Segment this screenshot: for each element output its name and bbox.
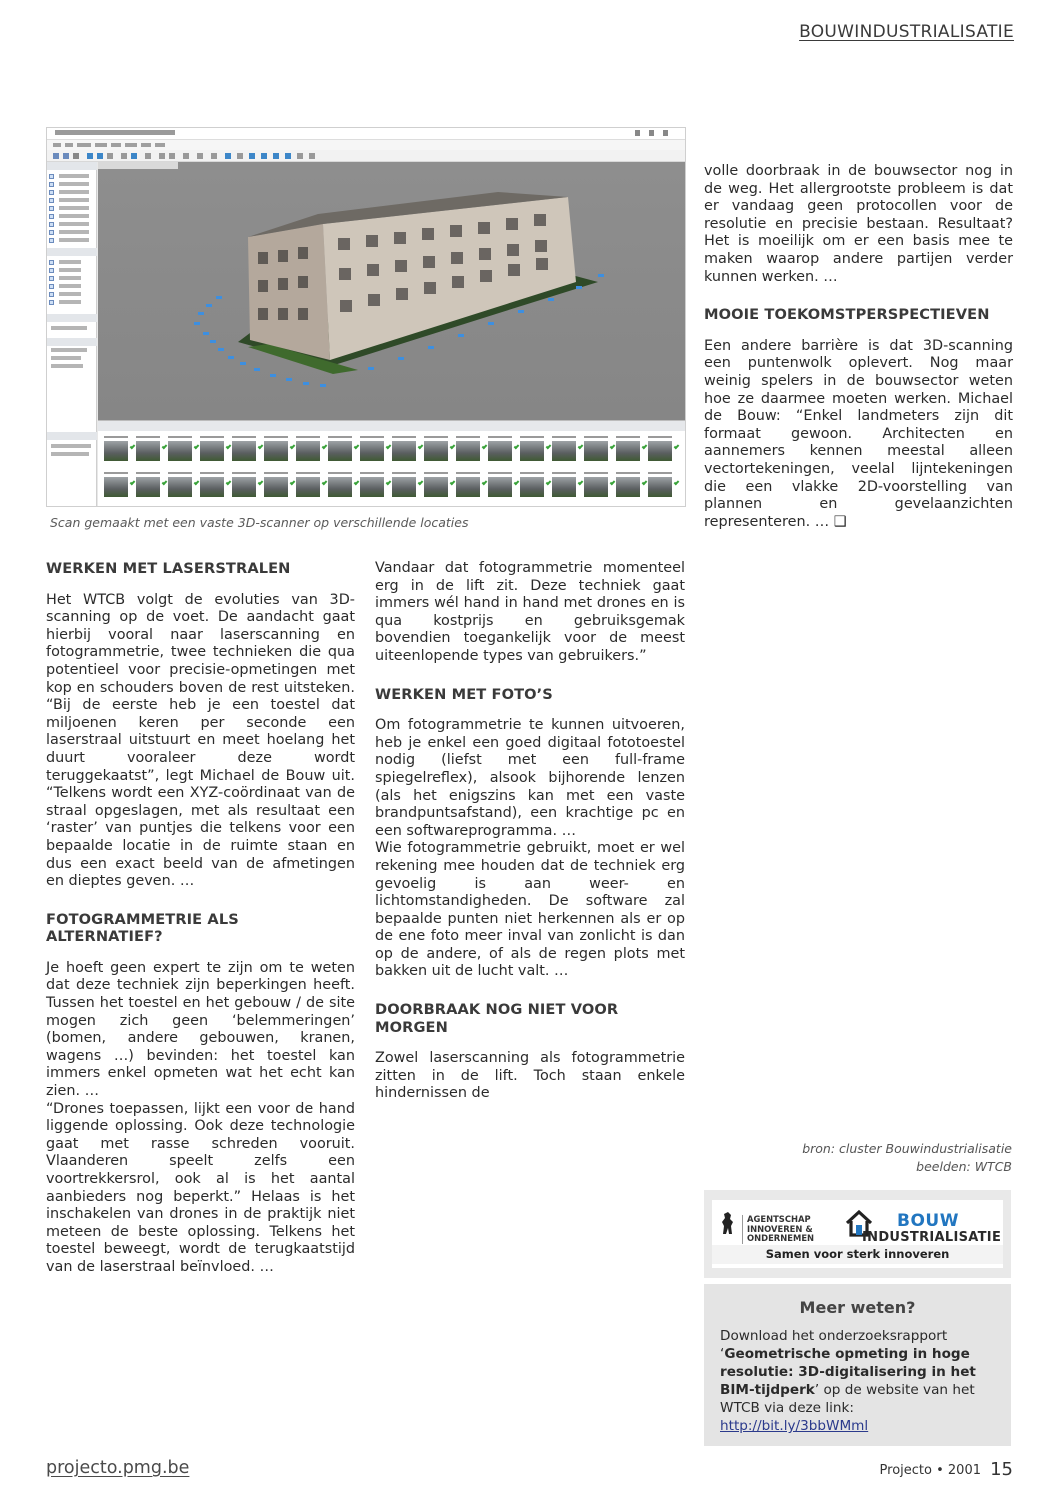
paragraph: Het WTCB volgt de evoluties van 3D-scanning op de voet. De aandacht gaat hierbij vooral naar laserscanning en fotogrammetrie, twee technieken die qua potentieel voor precisie-opmetingen met kop en schouders boven de rest uitsteken. “Bij de eerste heb je een toestel dat miljoenen keren per seconde een laserstraal uitstuurt en meet hoelang het duurt vooraleer deze wordt teruggekaatst”, legt Michael de Bouw uit. “Telkens wordt een XYZ-coördinaat van de straal opgeslagen, met als resultaat een ‘raster’ van puntjes die telkens voor een bepaalde locatie in de ruimte staan en dus een exact beeld van de afmetingen en dieptes geven. …	[46, 591, 355, 890]
check-icon	[130, 480, 136, 486]
info-text: Download het onderzoeksrapport ‘Geometrische opmeting in hoge resolutie: 3D-digitalisering in het BIM-tijdperk’ op de website van het WTCB via deze link: http://bit.ly/3bbWMml	[720, 1328, 976, 1434]
check-icon	[322, 444, 328, 450]
check-icon	[450, 444, 456, 450]
photo-thumbnail	[360, 441, 384, 461]
photo-thumbnail	[392, 477, 416, 497]
section-title: BOUWINDUSTRIALISATIE	[799, 22, 1014, 42]
end-square-icon: ❑	[833, 513, 847, 530]
agency-name: AGENTSCHAP INNOVEREN & ONDERNEMEN	[742, 1215, 814, 1244]
photo-thumbnail	[200, 477, 224, 497]
photo-thumbnail	[616, 477, 640, 497]
thumbnail-caption	[424, 436, 448, 438]
screenshot-titlebar	[47, 128, 685, 140]
photos-panel	[98, 420, 685, 506]
report-title: Geometrische opmeting in hoge resolutie: 3D-digitalisering in het BIM-tijdperk	[720, 1346, 976, 1398]
thumbnail-caption	[264, 436, 288, 438]
check-icon	[546, 480, 552, 486]
check-icon	[386, 480, 392, 486]
page-number: 15	[990, 1459, 1013, 1480]
thumbnail-caption	[104, 472, 128, 474]
images-credit-line: beelden: WTCB	[916, 1159, 1012, 1174]
thumbnail-caption	[552, 472, 576, 474]
photo-thumbnail	[616, 441, 640, 461]
check-icon	[450, 480, 456, 486]
more-info-box	[704, 1284, 1011, 1446]
report-link[interactable]: http://bit.ly/3bbWMml	[720, 1418, 869, 1434]
source-line: bron: cluster Bouwindustrialisatie	[802, 1141, 1012, 1156]
photo-thumbnail	[264, 441, 288, 461]
article-column-3	[704, 163, 1013, 531]
thumbnail-caption	[616, 436, 640, 438]
check-icon	[514, 480, 520, 486]
thumbnail-caption	[296, 436, 320, 438]
thumbnail-caption	[136, 436, 160, 438]
thumbnail-caption	[360, 472, 384, 474]
thumbnail-caption	[552, 436, 576, 438]
thumbnail-caption	[520, 436, 544, 438]
photo-thumbnail	[168, 441, 192, 461]
thumbnail-caption	[488, 472, 512, 474]
check-icon	[578, 444, 584, 450]
check-icon	[578, 480, 584, 486]
paragraph: “Drones toepassen, lijkt een voor de hand liggende oplossing. Ook deze technologie gaat met rasse schreden vooruit. Vlaanderen speelt zelfs een voortrekkersrol, ook al is het aantal aanbieders nog beperkt.” Helaas is het inschakelen van drones in de praktijk niet meteen de beste oplossing. Telkens het toestel beweegt, wordt de terugkaatstijd van de laserstraal beïnvloed. …	[46, 1100, 355, 1275]
check-icon	[610, 444, 616, 450]
photo-thumbnail	[136, 477, 160, 497]
photo-thumbnail	[232, 477, 256, 497]
thumbnail-caption	[456, 436, 480, 438]
photo-thumbnail	[104, 477, 128, 497]
check-icon	[226, 444, 232, 450]
website-link[interactable]: projecto.pmg.be	[46, 1458, 190, 1478]
photo-thumbnail	[584, 477, 608, 497]
partner-logo-banner	[704, 1190, 1011, 1278]
thumbnail-caption	[104, 436, 128, 438]
photo-thumbnail	[200, 441, 224, 461]
photo-thumbnail	[584, 441, 608, 461]
article-column-1	[46, 560, 355, 1277]
thumbnail-caption	[168, 472, 192, 474]
check-icon	[162, 444, 168, 450]
paragraph: Wie fotogrammetrie gebruikt, moet er wel rekening mee houden dat de techniek erg gevoelig is aan weer- en lichtomstandigheden. De software zal bepaalde punten niet herkennen als er op de ene foto meer inval van zonlicht is dan op de andere, of als de regen plots met bakken uit de lucht valt. …	[375, 840, 685, 980]
heading-mooie-toekomstperspectieven: MOOIE TOEKOMSTPERSPECTIEVEN	[704, 306, 990, 324]
photo-thumbnail	[424, 441, 448, 461]
paragraph: Zowel laserscanning als fotogrammetrie zitten in de lift. Toch staan enkele hindernissen de	[375, 1050, 685, 1102]
heading-werken-met-laserstralen: WERKEN MET LASERSTRALEN	[46, 560, 291, 577]
heading-fotogrammetrie-als-alternatief: FOTOGRAMMETRIE ALS ALTERNATIEF?	[46, 910, 239, 946]
thumbnail-caption	[296, 472, 320, 474]
photo-thumbnail	[296, 441, 320, 461]
photo-thumbnail	[488, 441, 512, 461]
thumbnail-caption	[488, 436, 512, 438]
thumbnail-caption	[584, 436, 608, 438]
check-icon	[418, 444, 424, 450]
brand-bouw: BOUW	[897, 1211, 959, 1231]
photo-thumbnail	[552, 441, 576, 461]
thumbnail-caption	[392, 472, 416, 474]
thumbnail-caption	[328, 436, 352, 438]
screenshot-tabs	[98, 162, 178, 169]
thumbnail-caption	[200, 472, 224, 474]
check-icon	[514, 444, 520, 450]
check-icon	[674, 444, 680, 450]
heading-doorbraak-nog-niet-voor-morgen: DOORBRAAK NOG NIET VOOR MORGEN	[375, 1001, 619, 1036]
check-icon	[258, 444, 264, 450]
check-icon	[194, 444, 200, 450]
check-icon	[354, 480, 360, 486]
thumbnail-caption	[648, 472, 672, 474]
photo-thumbnail	[424, 477, 448, 497]
check-icon	[482, 480, 488, 486]
thumbnail-caption	[584, 472, 608, 474]
photo-thumbnail	[456, 441, 480, 461]
thumbnail-caption	[232, 472, 256, 474]
thumbnail-caption	[136, 472, 160, 474]
check-icon	[418, 480, 424, 486]
thumbnail-caption	[232, 436, 256, 438]
thumbnail-caption	[648, 436, 672, 438]
thumbnail-caption	[616, 472, 640, 474]
photo-thumbnail	[392, 441, 416, 461]
check-icon	[482, 444, 488, 450]
photo-thumbnail	[232, 441, 256, 461]
photo-thumbnail	[168, 477, 192, 497]
software-screenshot-image	[46, 127, 686, 507]
check-icon	[546, 444, 552, 450]
photo-thumbnail	[264, 477, 288, 497]
photo-thumbnail	[296, 477, 320, 497]
paragraph	[704, 338, 1013, 532]
thumbnail-caption	[520, 472, 544, 474]
photo-thumbnail	[520, 441, 544, 461]
3d-model-viewport	[98, 162, 685, 420]
thumbnail-caption	[360, 436, 384, 438]
check-icon	[386, 444, 392, 450]
paragraph: Je hoeft geen expert te zijn om te weten dat deze techniek zijn beperkingen heeft. Tussen het toestel en het gebouw / de site mogen zich geen ‘belemmeringen’ (bomen, andere gebouwen, kranen, wagens …) bevinden: het toestel kan immers enkel opmeten wat het echt kan zien. …	[46, 959, 355, 1100]
issue-label: Projecto • 2001	[879, 1463, 981, 1478]
figure-caption: Scan gemaakt met een vaste 3D-scanner op verschillende locaties	[50, 515, 469, 530]
logo-panel	[712, 1200, 1003, 1268]
screenshot-toolbar	[47, 150, 685, 162]
check-icon	[290, 444, 296, 450]
thumbnail-caption	[200, 436, 224, 438]
photo-thumbnail	[648, 441, 672, 461]
screenshot-reference-panel	[47, 162, 97, 506]
check-icon	[322, 480, 328, 486]
check-icon	[642, 480, 648, 486]
photo-thumbnail	[552, 477, 576, 497]
check-icon	[290, 480, 296, 486]
source-credits	[802, 1140, 1012, 1176]
logo-slogan: Samen voor sterk innoveren	[712, 1245, 1003, 1264]
paragraph: Om fotogrammetrie te kunnen uitvoeren, heb je enkel een goed digitaal fototoestel nodig (liefst met een full-frame spiegelreflex), alsook bijhorende lenzen (als het enigszins kan met een vaste brandpuntsafstand), een krachtige pc en een softwareprogramma. …	[375, 717, 685, 839]
photo-thumbnail	[520, 477, 544, 497]
check-icon	[162, 480, 168, 486]
check-icon	[642, 444, 648, 450]
photo-thumbnail	[648, 477, 672, 497]
screenshot-menubar	[47, 140, 685, 150]
paragraph: volle doorbraak in de bouwsector nog in de weg. Het allergrootste probleem is dat er vandaag geen protocollen voor de resolutie en precisie bestaan. Resultaat? Het is moeilijk om er een basis mee te maken waarop andere partijen verder kunnen werken. …	[704, 163, 1013, 285]
check-icon	[674, 480, 680, 486]
photo-thumbnail	[104, 441, 128, 461]
check-icon	[354, 444, 360, 450]
thumbnail-caption	[392, 436, 416, 438]
info-title: Meer weten?	[799, 1298, 916, 1317]
paragraph-text: Een andere barrière is dat 3D-scanning een puntenwolk oplevert. Nog maar weinig spelers in de bouwsector weten hoe ze daarmee moeten werken. Michael de Bouw: “Enkel landmeters zijn dit formaat gewoon. Architecten en aannemers kennen meestal alleen vectortekeningen, veelal lijntekeningen die een vlakke 2D-voorstelling van plannen en gevelaanzichten representeren. …	[704, 337, 1013, 530]
thumbnail-caption	[456, 472, 480, 474]
check-icon	[194, 480, 200, 486]
check-icon	[258, 480, 264, 486]
heading-werken-met-fotos: WERKEN MET FOTO’S	[375, 685, 553, 703]
photo-thumbnail	[328, 477, 352, 497]
thumbnail-caption	[424, 472, 448, 474]
article-column-2	[375, 560, 685, 1103]
photo-thumbnail	[360, 477, 384, 497]
photo-thumbnail	[136, 441, 160, 461]
brand-industrialisatie: INDUSTRIALISATIE	[862, 1230, 1002, 1245]
thumbnail-caption	[328, 472, 352, 474]
thumbnail-caption	[168, 436, 192, 438]
paragraph: Vandaar dat fotogrammetrie momenteel erg in de lift zit. Deze techniek gaat immers wél hand in hand met drones en is qua kostprijs en gebruiksgemak bovendien toegankelijk voor de meest uiteenlopende types van gebruikers.”	[375, 560, 685, 664]
photo-thumbnail	[456, 477, 480, 497]
thumbnail-caption	[264, 472, 288, 474]
check-icon	[226, 480, 232, 486]
photo-thumbnail	[328, 441, 352, 461]
photo-thumbnail	[488, 477, 512, 497]
check-icon	[610, 480, 616, 486]
check-icon	[130, 444, 136, 450]
flemish-lion-icon	[720, 1210, 736, 1236]
